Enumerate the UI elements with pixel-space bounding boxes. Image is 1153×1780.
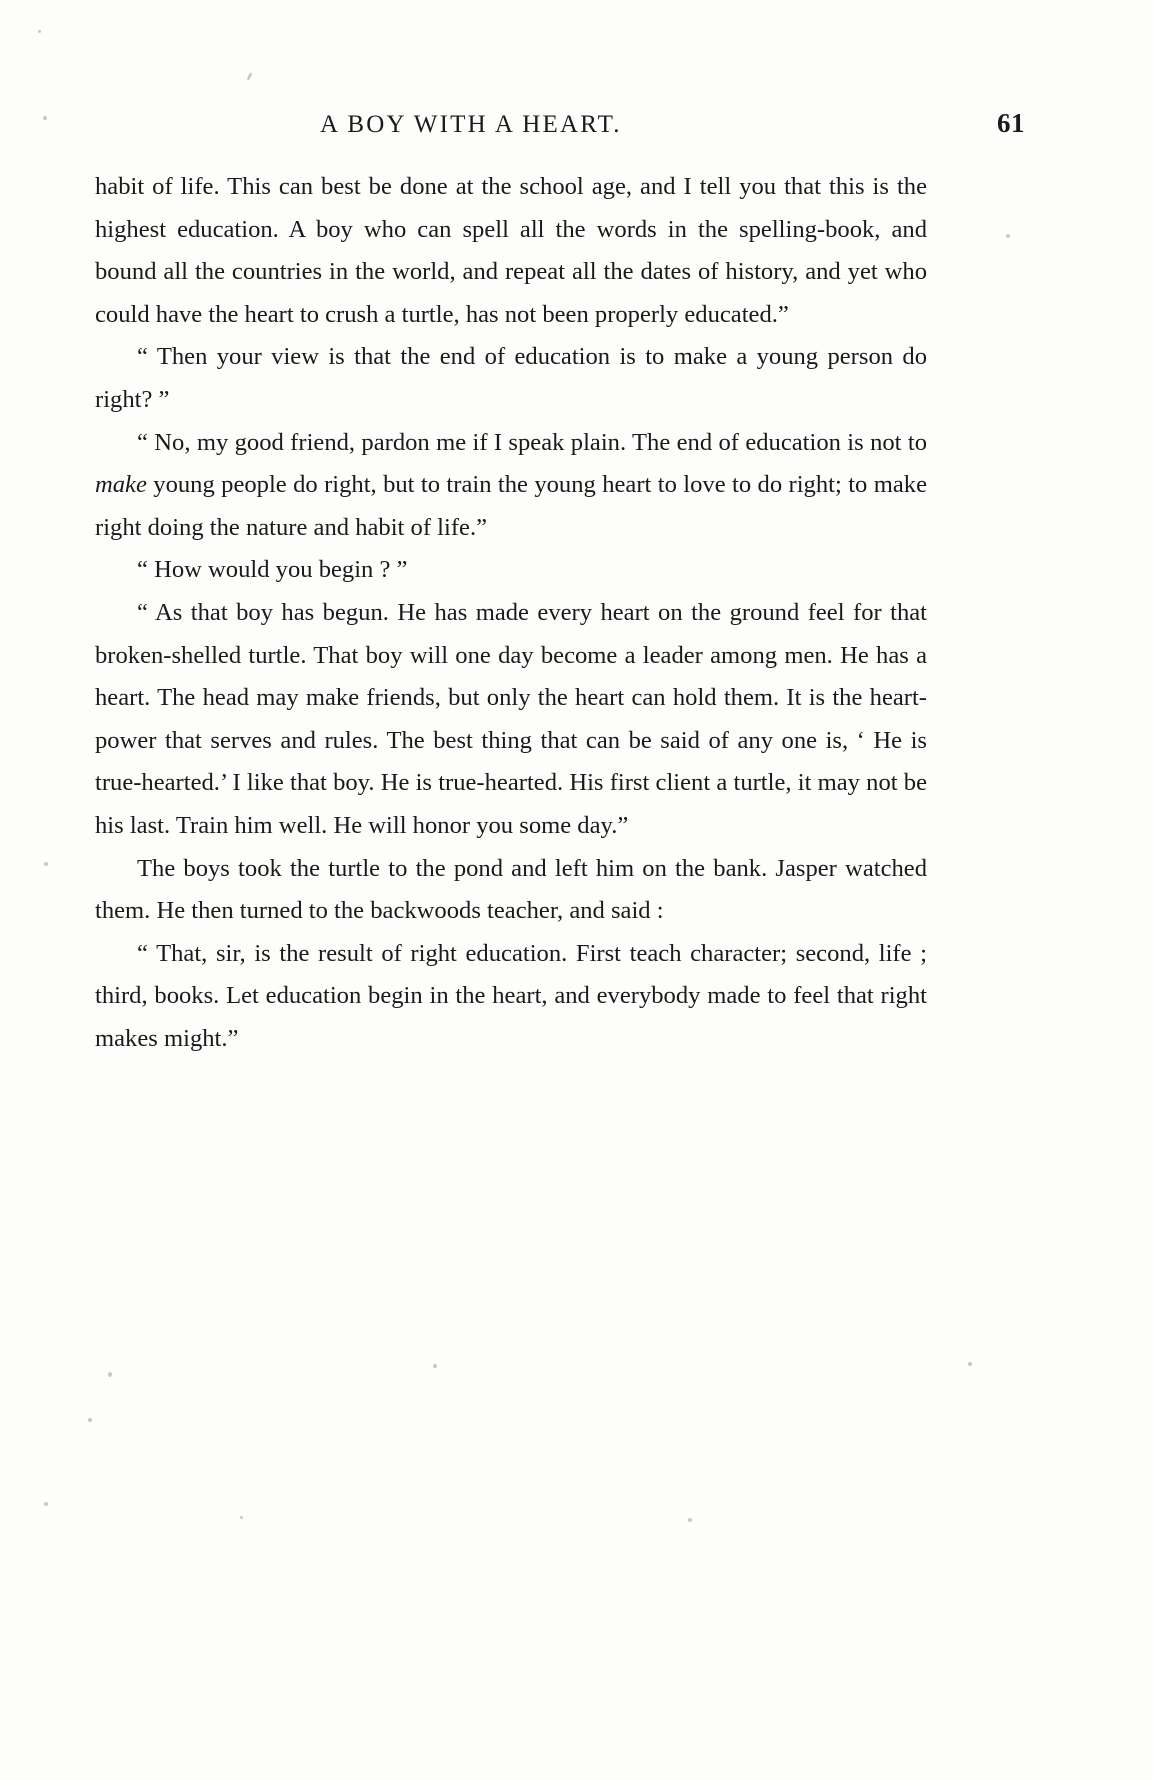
scan-speck — [246, 72, 253, 81]
paragraph: “ As that boy has begun. He has made every heart on the ground feel for that broken-shelled turtle. That boy will one day become a leader among men. He has a heart. The head may make friends, but only the heart can hold them. It is the heart-power that serves and rules. The best thing that can be said of any one is, ‘ He is true-hearted.’ I like that boy. He is true-hearted. His first client a turtle, it may not be his last. Train him well. He will honor you some day.” — [95, 598, 927, 839]
scan-speck — [43, 116, 47, 120]
scan-speck — [44, 1502, 48, 1506]
scan-speck — [44, 862, 48, 866]
body-text — [95, 166, 927, 1060]
scan-speck — [433, 1364, 437, 1368]
scan-speck — [38, 30, 41, 33]
paragraph: habit of life. This can best be done at the school age, and I tell you that this is the highest education. A boy who can spell all the words in the spelling-book, and bound all the countries in the world, and repeat all the dates of history, and yet who could have the heart to crush a turtle, has not been properly educated.” — [95, 173, 927, 328]
paragraph: “ How would you begin ? ” — [137, 556, 408, 584]
scan-speck — [1006, 234, 1010, 238]
paragraph: The boys took the turtle to the pond and left him on the bank. Jasper watched them. He then turned to the backwoods teacher, and said : — [95, 854, 927, 925]
page-header — [95, 108, 1025, 139]
scan-speck — [88, 1418, 92, 1422]
scan-speck — [968, 1362, 972, 1366]
paragraph — [95, 422, 927, 550]
paragraph: “ Then your view is that the end of education is to make a young person do right? ” — [95, 343, 927, 413]
emphasis-make: make — [95, 471, 147, 499]
paragraph-part: “ No, my good friend, pardon me if I speak plain. The end of education is not to — [137, 428, 927, 456]
scan-speck — [108, 1372, 112, 1377]
page-number: 61 — [997, 108, 1025, 138]
paragraph: “ That, sir, is the result of right education. First teach character; second, life ; third, books. Let education begin in the heart, and everybody made to feel that right makes might.” — [95, 939, 927, 1052]
paragraph-part: young people do right, but to train the young heart to love to do right; to make right doing the nature and habit of life.” — [95, 471, 927, 541]
running-title: A BOY WITH A HEART. — [320, 111, 622, 138]
scan-speck — [688, 1518, 692, 1522]
scan-speck — [240, 1516, 243, 1519]
